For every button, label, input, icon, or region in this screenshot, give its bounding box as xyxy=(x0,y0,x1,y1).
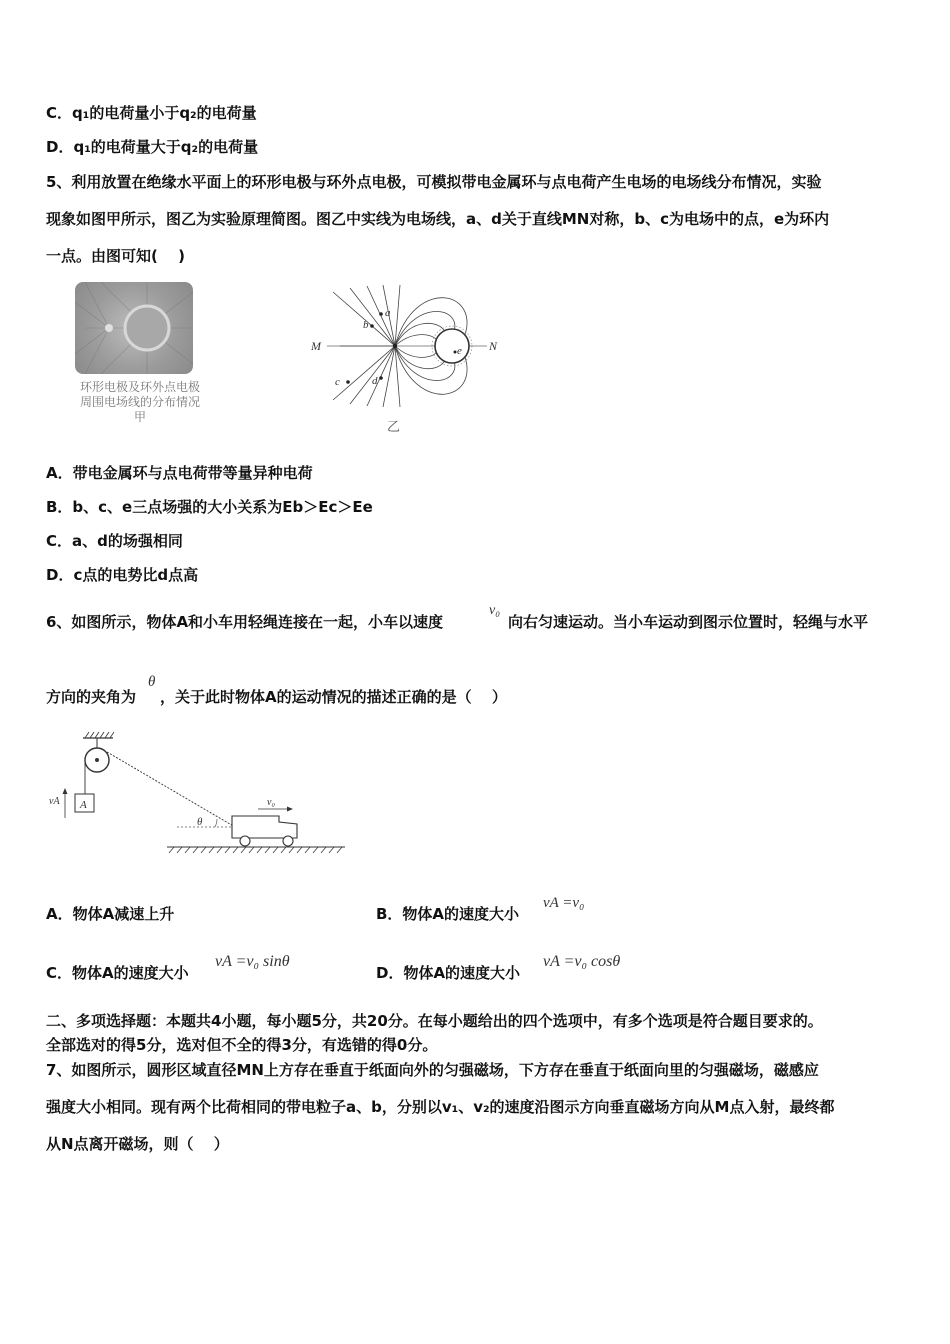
q6-theta-symbol: θ xyxy=(148,674,156,690)
q6-figure xyxy=(45,728,355,858)
q5-figure-jia xyxy=(60,282,220,432)
q5-jia-caption-3: 甲 xyxy=(133,410,146,424)
q6-option-d: D．物体A的速度大小 xyxy=(376,964,521,982)
q6-stem-line1b: 向右匀速运动。当小车运动到图示位置时，轻绳与水平 xyxy=(508,613,869,631)
section2-line2: 全部选对的得5分，选对但不全的得3分，有选错的得0分。 xyxy=(46,1036,438,1054)
q6-v0-symbol: v₀ xyxy=(489,603,501,618)
pulley-cart-diagram xyxy=(45,728,355,858)
label-a: a xyxy=(385,307,391,319)
label-b: b xyxy=(363,319,369,331)
q5-yi-caption: 乙 xyxy=(387,420,401,435)
q6-option-a: A．物体A减速上升 xyxy=(46,905,175,923)
q5-jia-caption-1: 环形电极及环外点电极 xyxy=(79,380,200,394)
label-m: M xyxy=(311,339,321,353)
section2-line1: 二、多项选择题：本题共4小题，每小题5分，共20分。在每小题给出的四个选项中，有多个选项是符合题目要求的。 xyxy=(46,1012,823,1030)
q7-stem-line2: 强度大小相同。现有两个比荷相同的带电粒子a、b，分别以v₁、v₂的速度沿图示方向垂直磁场方向从M点入射，最终都 xyxy=(46,1098,835,1116)
q5-jia-caption-2: 周围电场线的分布情况 xyxy=(79,395,200,409)
q5-option-c: C．a、d的场强相同 xyxy=(46,532,183,550)
q5-stem-line3: 一点。由图可知( ) xyxy=(46,247,185,265)
label-a-block: A xyxy=(80,799,87,811)
q5-option-b: B．b、c、e三点场强的大小关系为Eb＞Ec＞Ee xyxy=(46,498,373,516)
label-c: c xyxy=(335,376,340,388)
label-n: N xyxy=(489,339,498,353)
q4-option-c: C．q₁的电荷量小于q₂的电荷量 xyxy=(46,104,257,122)
q6-option-d-formula: vA =v₀ cosθ xyxy=(543,953,621,970)
q5-stem-line2: 现象如图甲所示，图乙为实验原理简图。图乙中实线为电场线，a、d关于直线MN对称，b、c为电场中的点，e为环内 xyxy=(46,210,830,228)
q6-option-b: B．物体A的速度大小 xyxy=(376,905,520,923)
field-line-diagram xyxy=(305,282,505,437)
q6-stem-line2b: ，关于此时物体A的运动情况的描述正确的是（ ） xyxy=(160,688,507,706)
label-va: vA xyxy=(49,796,60,807)
q6-option-b-formula: vA =v₀ xyxy=(543,895,585,911)
label-e: e xyxy=(457,345,462,357)
q6-stem-line2a: 方向的夹角为 xyxy=(46,688,137,706)
label-theta: θ xyxy=(197,816,203,828)
q4-option-d: D．q₁的电荷量大于q₂的电荷量 xyxy=(46,138,259,156)
q5-photo xyxy=(75,282,193,374)
q6-option-c: C．物体A的速度大小 xyxy=(46,964,189,982)
q6-stem-line1a: 6、如图所示，物体A和小车用轻绳连接在一起，小车以速度 xyxy=(46,613,444,631)
q5-option-a: A．带电金属环与点电荷带等量异种电荷 xyxy=(46,464,313,482)
q7-stem-line3: 从N点离开磁场，则（ ） xyxy=(46,1135,229,1153)
q7-stem-line1: 7、如图所示，圆形区域直径MN上方存在垂直于纸面向外的匀强磁场，下方存在垂直于纸面向里的匀强磁场，磁感应 xyxy=(46,1061,819,1079)
label-d: d xyxy=(372,375,378,387)
label-v0: v₀ xyxy=(267,797,275,808)
q5-option-d: D．c点的电势比d点高 xyxy=(46,566,199,584)
q6-option-c-formula: vA =v₀ sinθ xyxy=(215,953,290,970)
q5-stem-line1: 5、利用放置在绝缘水平面上的环形电极与环外点电极，可模拟带电金属环与点电荷产生电场的电场线分布情况，实验 xyxy=(46,173,822,191)
q5-figure-yi xyxy=(305,282,505,437)
